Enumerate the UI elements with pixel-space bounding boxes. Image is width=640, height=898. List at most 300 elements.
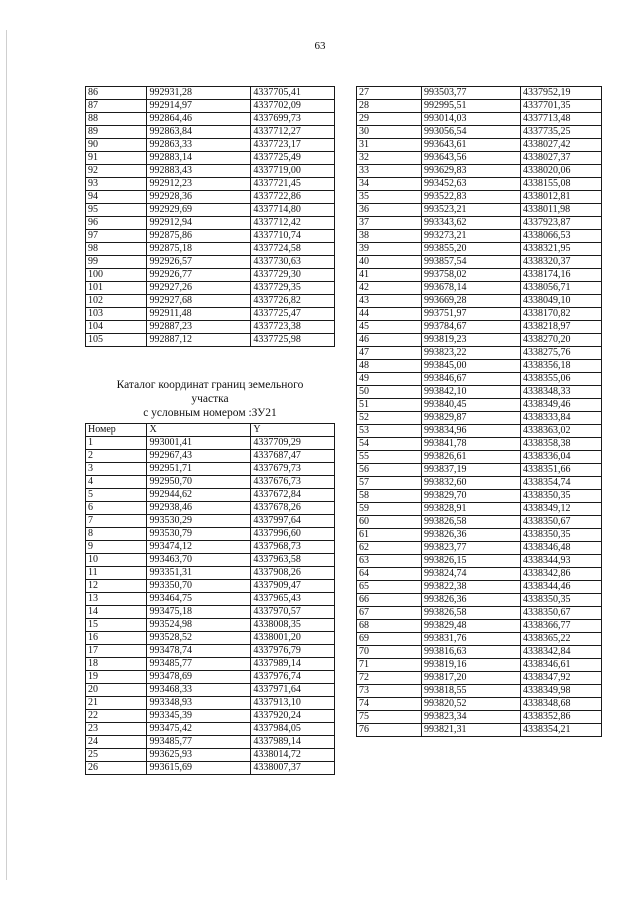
- point-number-cell: 67: [357, 607, 422, 620]
- y-coordinate-cell: 4338363,02: [521, 425, 602, 438]
- y-coordinate-cell: 4338007,37: [251, 762, 335, 775]
- y-coordinate-cell: 4337676,73: [251, 476, 335, 489]
- table-row: [86, 606, 335, 619]
- point-number-cell: 7: [86, 515, 147, 528]
- x-coordinate-cell: 992929,69: [147, 204, 251, 217]
- y-coordinate-cell: 4337997,64: [251, 515, 335, 528]
- y-coordinate-cell: 4338020,06: [521, 165, 602, 178]
- table-row: [357, 451, 602, 464]
- point-number-cell: 39: [357, 243, 422, 256]
- x-coordinate-cell: 992887,23: [147, 321, 251, 334]
- x-coordinate-cell: 992875,86: [147, 230, 251, 243]
- header-x: X: [147, 424, 251, 437]
- x-coordinate-cell: 993826,15: [422, 555, 521, 568]
- table-row: [86, 321, 335, 334]
- point-number-cell: 13: [86, 593, 147, 606]
- table-row: [357, 178, 602, 191]
- table-row: [86, 476, 335, 489]
- point-number-cell: 98: [86, 243, 147, 256]
- x-coordinate-cell: 993826,36: [422, 529, 521, 542]
- table-row: [357, 139, 602, 152]
- y-coordinate-cell: 4337709,29: [251, 437, 335, 450]
- scan-edge-line: [6, 30, 7, 880]
- y-coordinate-cell: 4338056,71: [521, 282, 602, 295]
- y-coordinate-cell: 4337712,27: [251, 126, 335, 139]
- y-coordinate-cell: 4338170,82: [521, 308, 602, 321]
- table-row: [86, 152, 335, 165]
- y-coordinate-cell: 4338321,95: [521, 243, 602, 256]
- table-row: [357, 477, 602, 490]
- point-number-cell: 63: [357, 555, 422, 568]
- table-row: [357, 503, 602, 516]
- y-coordinate-cell: 4337678,26: [251, 502, 335, 515]
- x-coordinate-cell: 993820,52: [422, 698, 521, 711]
- x-coordinate-cell: 992950,70: [147, 476, 251, 489]
- y-coordinate-cell: 4338365,22: [521, 633, 602, 646]
- x-coordinate-cell: 993530,29: [147, 515, 251, 528]
- y-coordinate-cell: 4338049,10: [521, 295, 602, 308]
- point-number-cell: 32: [357, 152, 422, 165]
- table-row: [357, 282, 602, 295]
- x-coordinate-cell: 993823,22: [422, 347, 521, 360]
- y-coordinate-cell: 4338014,72: [251, 749, 335, 762]
- y-coordinate-cell: 4337672,84: [251, 489, 335, 502]
- x-coordinate-cell: 993829,48: [422, 620, 521, 633]
- table-row: [357, 568, 602, 581]
- table-row: [357, 620, 602, 633]
- table-row: [357, 191, 602, 204]
- table-row: [86, 100, 335, 113]
- point-number-cell: 75: [357, 711, 422, 724]
- point-number-cell: 76: [357, 724, 422, 737]
- y-coordinate-cell: 4337989,14: [251, 736, 335, 749]
- y-coordinate-cell: 4338011,98: [521, 204, 602, 217]
- point-number-cell: 74: [357, 698, 422, 711]
- y-coordinate-cell: 4337989,14: [251, 658, 335, 671]
- x-coordinate-cell: 993350,70: [147, 580, 251, 593]
- x-coordinate-cell: 993464,75: [147, 593, 251, 606]
- x-coordinate-cell: 993826,58: [422, 607, 521, 620]
- table-row: [357, 555, 602, 568]
- x-coordinate-cell: 993351,31: [147, 567, 251, 580]
- point-number-cell: 64: [357, 568, 422, 581]
- y-coordinate-cell: 4338066,53: [521, 230, 602, 243]
- x-coordinate-cell: 993826,61: [422, 451, 521, 464]
- point-number-cell: 100: [86, 269, 147, 282]
- x-coordinate-cell: 993845,00: [422, 360, 521, 373]
- point-number-cell: 31: [357, 139, 422, 152]
- y-coordinate-cell: 4338342,84: [521, 646, 602, 659]
- y-coordinate-cell: 4337724,58: [251, 243, 335, 256]
- table-row: [86, 593, 335, 606]
- point-number-cell: 60: [357, 516, 422, 529]
- y-coordinate-cell: 4338358,38: [521, 438, 602, 451]
- point-number-cell: 92: [86, 165, 147, 178]
- point-number-cell: 46: [357, 334, 422, 347]
- point-number-cell: 71: [357, 659, 422, 672]
- table-row: [86, 723, 335, 736]
- x-coordinate-cell: 993475,18: [147, 606, 251, 619]
- point-number-cell: 37: [357, 217, 422, 230]
- table-row: [357, 490, 602, 503]
- table-row: [357, 386, 602, 399]
- y-coordinate-cell: 4337725,47: [251, 308, 335, 321]
- point-number-cell: 21: [86, 697, 147, 710]
- table-row: [357, 594, 602, 607]
- y-coordinate-cell: 4337712,42: [251, 217, 335, 230]
- x-coordinate-cell: 992875,18: [147, 243, 251, 256]
- point-number-cell: 42: [357, 282, 422, 295]
- y-coordinate-cell: 4338350,35: [521, 490, 602, 503]
- x-coordinate-cell: 993523,21: [422, 204, 521, 217]
- table-row: [86, 269, 335, 282]
- x-coordinate-cell: 993643,56: [422, 152, 521, 165]
- y-coordinate-cell: 4337735,25: [521, 126, 602, 139]
- x-coordinate-cell: 992926,77: [147, 269, 251, 282]
- x-coordinate-cell: 993832,60: [422, 477, 521, 490]
- table-row: [357, 685, 602, 698]
- x-coordinate-cell: 993822,38: [422, 581, 521, 594]
- table-header-row: [86, 424, 335, 437]
- y-coordinate-cell: 4337970,57: [251, 606, 335, 619]
- table-row: [86, 697, 335, 710]
- point-number-cell: 34: [357, 178, 422, 191]
- point-number-cell: 72: [357, 672, 422, 685]
- x-coordinate-cell: 993846,67: [422, 373, 521, 386]
- table-row: [357, 542, 602, 555]
- table-row: [357, 464, 602, 477]
- x-coordinate-cell: 992911,48: [147, 308, 251, 321]
- point-number-cell: 53: [357, 425, 422, 438]
- table-row: [357, 100, 602, 113]
- y-coordinate-cell: 4338355,06: [521, 373, 602, 386]
- y-coordinate-cell: 4338027,37: [521, 152, 602, 165]
- y-coordinate-cell: 4337952,19: [521, 87, 602, 100]
- point-number-cell: 36: [357, 204, 422, 217]
- point-number-cell: 54: [357, 438, 422, 451]
- y-coordinate-cell: 4337723,17: [251, 139, 335, 152]
- x-coordinate-cell: 993014,03: [422, 113, 521, 126]
- y-coordinate-cell: 4338354,21: [521, 724, 602, 737]
- x-coordinate-cell: 992863,84: [147, 126, 251, 139]
- point-number-cell: 51: [357, 399, 422, 412]
- point-number-cell: 62: [357, 542, 422, 555]
- x-coordinate-cell: 993273,21: [422, 230, 521, 243]
- x-coordinate-cell: 992927,68: [147, 295, 251, 308]
- point-number-cell: 10: [86, 554, 147, 567]
- y-coordinate-cell: 4337726,82: [251, 295, 335, 308]
- point-number-cell: 48: [357, 360, 422, 373]
- header-y: Y: [251, 424, 335, 437]
- x-coordinate-cell: 993831,76: [422, 633, 521, 646]
- y-coordinate-cell: 4337723,38: [251, 321, 335, 334]
- catalog-caption-line1: Каталог координат границ земельного: [116, 379, 304, 391]
- x-coordinate-cell: 993829,70: [422, 490, 521, 503]
- table-row: [86, 541, 335, 554]
- x-coordinate-cell: 993824,74: [422, 568, 521, 581]
- y-coordinate-cell: 4337996,60: [251, 528, 335, 541]
- x-coordinate-cell: 993817,20: [422, 672, 521, 685]
- y-coordinate-cell: 4338348,33: [521, 386, 602, 399]
- point-number-cell: 3: [86, 463, 147, 476]
- table-row: [357, 698, 602, 711]
- coordinates-table-left-top: [85, 86, 335, 347]
- point-number-cell: 105: [86, 334, 147, 347]
- x-coordinate-cell: 993837,19: [422, 464, 521, 477]
- point-number-cell: 104: [86, 321, 147, 334]
- point-number-cell: 59: [357, 503, 422, 516]
- point-number-cell: 43: [357, 295, 422, 308]
- x-coordinate-cell: 993678,14: [422, 282, 521, 295]
- x-coordinate-cell: 993842,10: [422, 386, 521, 399]
- table-row: [357, 334, 602, 347]
- table-row: [357, 360, 602, 373]
- table-row: [86, 204, 335, 217]
- y-coordinate-cell: 4337968,73: [251, 541, 335, 554]
- x-coordinate-cell: 993478,69: [147, 671, 251, 684]
- table-row: [357, 165, 602, 178]
- x-coordinate-cell: 993524,98: [147, 619, 251, 632]
- point-number-cell: 91: [86, 152, 147, 165]
- x-coordinate-cell: 993475,42: [147, 723, 251, 736]
- point-number-cell: 4: [86, 476, 147, 489]
- y-coordinate-cell: 4337699,73: [251, 113, 335, 126]
- x-coordinate-cell: 993629,83: [422, 165, 521, 178]
- y-coordinate-cell: 4337705,41: [251, 87, 335, 100]
- x-coordinate-cell: 993463,70: [147, 554, 251, 567]
- y-coordinate-cell: 4338270,20: [521, 334, 602, 347]
- table-row: [357, 230, 602, 243]
- y-coordinate-cell: 4338349,46: [521, 399, 602, 412]
- y-coordinate-cell: 4338349,98: [521, 685, 602, 698]
- table-row: [86, 256, 335, 269]
- y-coordinate-cell: 4337725,98: [251, 334, 335, 347]
- point-number-cell: 35: [357, 191, 422, 204]
- table-row: [86, 554, 335, 567]
- table-row: [357, 308, 602, 321]
- point-number-cell: 103: [86, 308, 147, 321]
- y-coordinate-cell: 4337714,80: [251, 204, 335, 217]
- table-row: [86, 126, 335, 139]
- y-coordinate-cell: 4338155,08: [521, 178, 602, 191]
- point-number-cell: 89: [86, 126, 147, 139]
- x-coordinate-cell: 993001,41: [147, 437, 251, 450]
- point-number-cell: 70: [357, 646, 422, 659]
- y-coordinate-cell: 4337971,64: [251, 684, 335, 697]
- table-row: [86, 762, 335, 775]
- y-coordinate-cell: 4337963,58: [251, 554, 335, 567]
- table-row: [357, 425, 602, 438]
- point-number-cell: 27: [357, 87, 422, 100]
- table-row: [357, 152, 602, 165]
- y-coordinate-cell: 4337679,73: [251, 463, 335, 476]
- table-row: [357, 269, 602, 282]
- x-coordinate-cell: 993348,93: [147, 697, 251, 710]
- x-coordinate-cell: 993485,77: [147, 736, 251, 749]
- point-number-cell: 102: [86, 295, 147, 308]
- y-coordinate-cell: 4337984,05: [251, 723, 335, 736]
- table-row: [86, 567, 335, 580]
- table-row: [86, 437, 335, 450]
- point-number-cell: 1: [86, 437, 147, 450]
- table-row: [357, 204, 602, 217]
- x-coordinate-cell: 993818,55: [422, 685, 521, 698]
- point-number-cell: 94: [86, 191, 147, 204]
- x-coordinate-cell: 992967,43: [147, 450, 251, 463]
- point-number-cell: 56: [357, 464, 422, 477]
- x-coordinate-cell: 993841,78: [422, 438, 521, 451]
- table-row: [86, 515, 335, 528]
- point-number-cell: 66: [357, 594, 422, 607]
- x-coordinate-cell: 993056,54: [422, 126, 521, 139]
- point-number-cell: 57: [357, 477, 422, 490]
- table-row: [86, 489, 335, 502]
- x-coordinate-cell: 993615,69: [147, 762, 251, 775]
- y-coordinate-cell: 4338344,93: [521, 555, 602, 568]
- y-coordinate-cell: 4337913,10: [251, 697, 335, 710]
- x-coordinate-cell: 993522,83: [422, 191, 521, 204]
- x-coordinate-cell: 993819,16: [422, 659, 521, 672]
- table-row: [86, 230, 335, 243]
- table-row: [86, 580, 335, 593]
- point-number-cell: 55: [357, 451, 422, 464]
- point-number-cell: 69: [357, 633, 422, 646]
- y-coordinate-cell: 4337729,30: [251, 269, 335, 282]
- x-coordinate-cell: 992926,57: [147, 256, 251, 269]
- y-coordinate-cell: 4338336,04: [521, 451, 602, 464]
- coordinates-table-right: [356, 86, 602, 737]
- y-coordinate-cell: 4338356,18: [521, 360, 602, 373]
- y-coordinate-cell: 4338350,35: [521, 594, 602, 607]
- point-number-cell: 86: [86, 87, 147, 100]
- x-coordinate-cell: 993826,36: [422, 594, 521, 607]
- y-coordinate-cell: 4338333,84: [521, 412, 602, 425]
- y-coordinate-cell: 4337702,09: [251, 100, 335, 113]
- y-coordinate-cell: 4338275,76: [521, 347, 602, 360]
- x-coordinate-cell: 993816,63: [422, 646, 521, 659]
- y-coordinate-cell: 4338351,66: [521, 464, 602, 477]
- x-coordinate-cell: 993819,23: [422, 334, 521, 347]
- table-row: [86, 619, 335, 632]
- x-coordinate-cell: 992995,51: [422, 100, 521, 113]
- y-coordinate-cell: 4338352,86: [521, 711, 602, 724]
- point-number-cell: 22: [86, 710, 147, 723]
- x-coordinate-cell: 992887,12: [147, 334, 251, 347]
- point-number-cell: 17: [86, 645, 147, 658]
- table-row: [357, 438, 602, 451]
- point-number-cell: 68: [357, 620, 422, 633]
- table-row: [86, 463, 335, 476]
- y-coordinate-cell: 4337920,24: [251, 710, 335, 723]
- x-coordinate-cell: 992938,46: [147, 502, 251, 515]
- table-row: [357, 256, 602, 269]
- point-number-cell: 25: [86, 749, 147, 762]
- x-coordinate-cell: 993503,77: [422, 87, 521, 100]
- point-number-cell: 2: [86, 450, 147, 463]
- x-coordinate-cell: 993834,96: [422, 425, 521, 438]
- y-coordinate-cell: 4338349,12: [521, 503, 602, 516]
- y-coordinate-cell: 4337730,63: [251, 256, 335, 269]
- table-row: [86, 308, 335, 321]
- y-coordinate-cell: 4338342,86: [521, 568, 602, 581]
- point-number-cell: 38: [357, 230, 422, 243]
- table-row: [357, 607, 602, 620]
- point-number-cell: 19: [86, 671, 147, 684]
- y-coordinate-cell: 4337722,86: [251, 191, 335, 204]
- point-number-cell: 101: [86, 282, 147, 295]
- table-row: [86, 191, 335, 204]
- point-number-cell: 58: [357, 490, 422, 503]
- x-coordinate-cell: 992931,28: [147, 87, 251, 100]
- catalog-caption-line2: участка: [191, 393, 229, 405]
- x-coordinate-cell: 992914,97: [147, 100, 251, 113]
- y-coordinate-cell: 4338012,81: [521, 191, 602, 204]
- x-coordinate-cell: 993474,12: [147, 541, 251, 554]
- y-coordinate-cell: 4338346,61: [521, 659, 602, 672]
- point-number-cell: 41: [357, 269, 422, 282]
- x-coordinate-cell: 992864,46: [147, 113, 251, 126]
- x-coordinate-cell: 993643,61: [422, 139, 521, 152]
- y-coordinate-cell: 4338366,77: [521, 620, 602, 633]
- point-number-cell: 33: [357, 165, 422, 178]
- x-coordinate-cell: 993821,31: [422, 724, 521, 737]
- table-row: [357, 633, 602, 646]
- table-row: [86, 645, 335, 658]
- x-coordinate-cell: 993528,52: [147, 632, 251, 645]
- point-number-cell: 87: [86, 100, 147, 113]
- x-coordinate-cell: 993530,79: [147, 528, 251, 541]
- table-row: [357, 659, 602, 672]
- x-coordinate-cell: 993829,87: [422, 412, 521, 425]
- y-coordinate-cell: 4337729,35: [251, 282, 335, 295]
- y-coordinate-cell: 4338174,16: [521, 269, 602, 282]
- table-row: [357, 724, 602, 737]
- point-number-cell: 96: [86, 217, 147, 230]
- catalog-caption-line3: с условным номером :ЗУ21: [143, 407, 277, 419]
- y-coordinate-cell: 4337725,49: [251, 152, 335, 165]
- point-number-cell: 50: [357, 386, 422, 399]
- point-number-cell: 61: [357, 529, 422, 542]
- x-coordinate-cell: 993855,20: [422, 243, 521, 256]
- y-coordinate-cell: 4337701,35: [521, 100, 602, 113]
- x-coordinate-cell: 992951,71: [147, 463, 251, 476]
- point-number-cell: 16: [86, 632, 147, 645]
- x-coordinate-cell: 993345,39: [147, 710, 251, 723]
- table-row: [86, 502, 335, 515]
- point-number-cell: 45: [357, 321, 422, 334]
- x-coordinate-cell: 992912,23: [147, 178, 251, 191]
- table-row: [86, 113, 335, 126]
- y-coordinate-cell: 4338344,46: [521, 581, 602, 594]
- table-row: [86, 658, 335, 671]
- x-coordinate-cell: 992928,36: [147, 191, 251, 204]
- table-row: [86, 528, 335, 541]
- point-number-cell: 29: [357, 113, 422, 126]
- y-coordinate-cell: 4337908,26: [251, 567, 335, 580]
- y-coordinate-cell: 4337965,43: [251, 593, 335, 606]
- x-coordinate-cell: 993823,34: [422, 711, 521, 724]
- y-coordinate-cell: 4338001,20: [251, 632, 335, 645]
- point-number-cell: 23: [86, 723, 147, 736]
- point-number-cell: 40: [357, 256, 422, 269]
- point-number-cell: 8: [86, 528, 147, 541]
- table-row: [86, 749, 335, 762]
- x-coordinate-cell: 992863,33: [147, 139, 251, 152]
- table-row: [86, 450, 335, 463]
- point-number-cell: 90: [86, 139, 147, 152]
- y-coordinate-cell: 4337923,87: [521, 217, 602, 230]
- x-coordinate-cell: 993478,74: [147, 645, 251, 658]
